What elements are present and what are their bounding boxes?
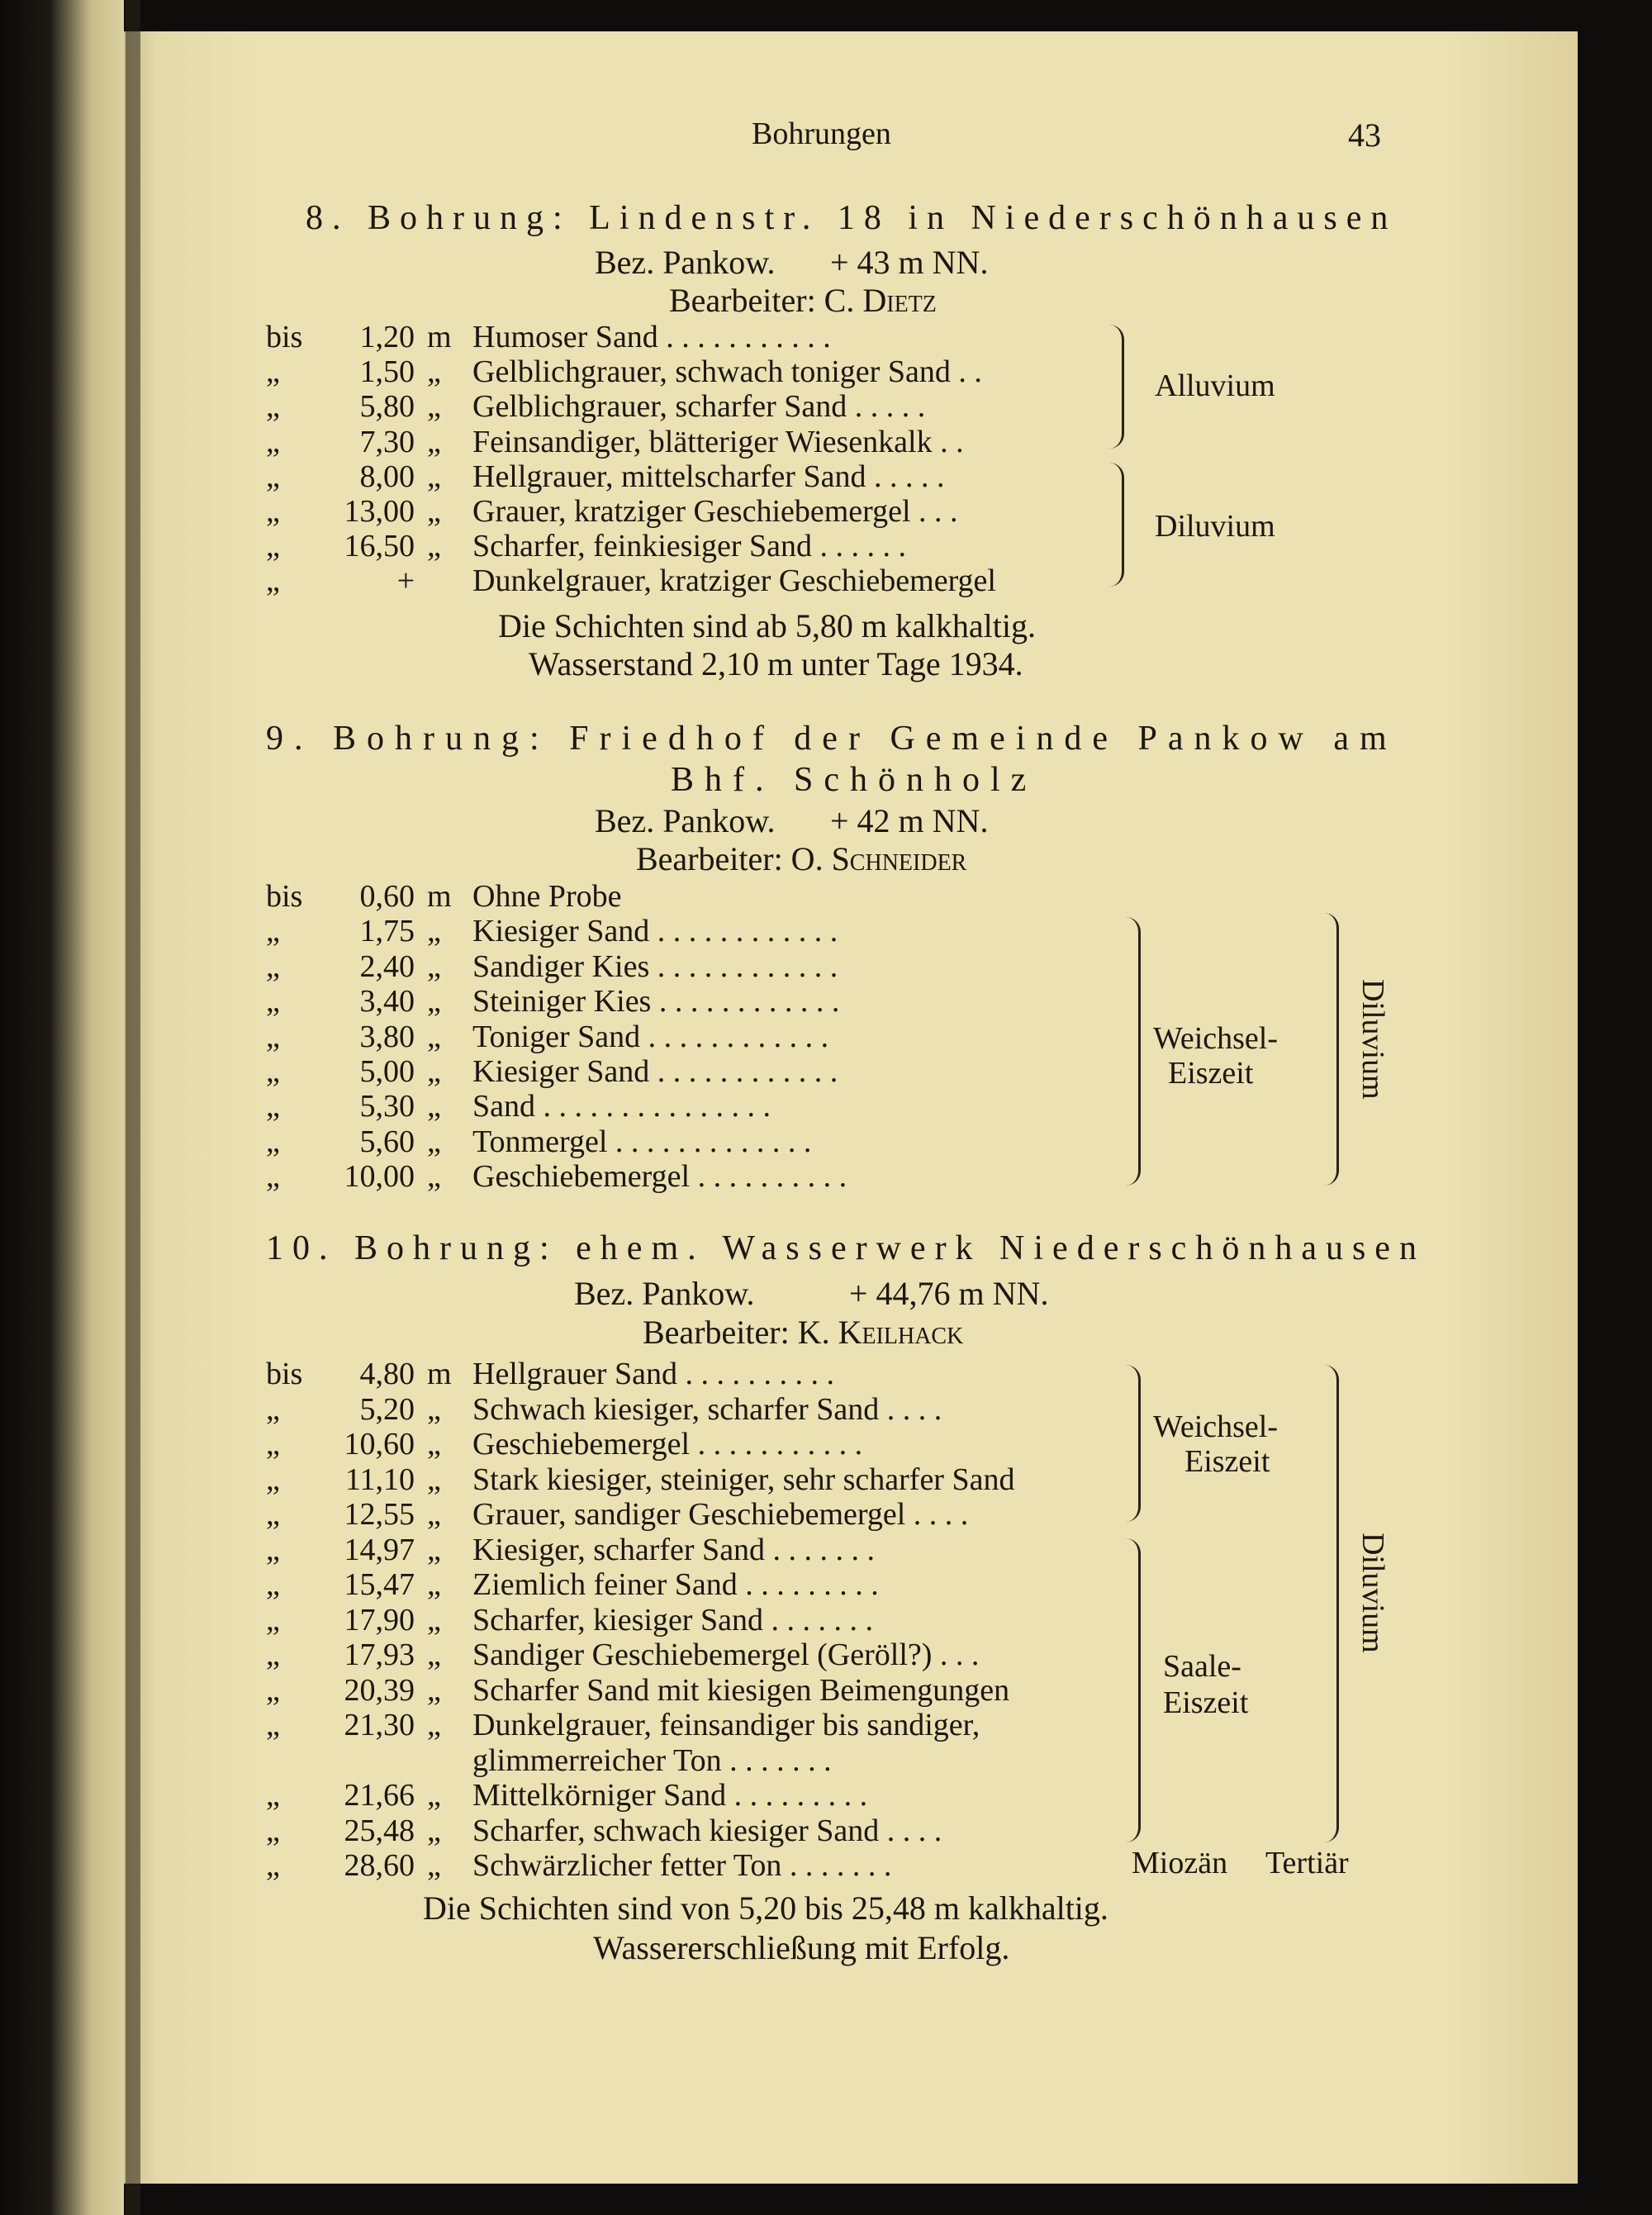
- b10-label-saale-1: Saale-: [1163, 1649, 1241, 1684]
- b9-row-depth: 2,40: [359, 948, 415, 984]
- b9-row-unit: m: [427, 879, 452, 914]
- b10-row-bis: „: [266, 1567, 280, 1602]
- b10-row-desc: Stark kiesiger, steiniger, sehr scharfer Sand: [472, 1462, 1015, 1497]
- b10-row-unit: „: [427, 1427, 441, 1462]
- b10-row-bis: „: [266, 1532, 280, 1567]
- b8-row-depth: 13,00: [344, 494, 415, 529]
- b10-row-desc: Schwärzlicher fetter Ton . . . . . . .: [472, 1848, 892, 1883]
- b8-row-depth: +: [396, 563, 415, 599]
- b10-brace-saale: [1122, 1538, 1141, 1842]
- b10-title: 10. Bohrung: ehem. Wasserwerk Niederschönhausen: [266, 1229, 1426, 1267]
- b9-row: [266, 1158, 1125, 1195]
- b9-brace-diluvium: [1318, 913, 1339, 1186]
- binding-gutter: [126, 0, 140, 2215]
- b8-row-unit: „: [427, 424, 441, 459]
- b8-row-bis: bis: [266, 320, 303, 354]
- b10-row: [266, 1602, 1125, 1638]
- b10-row: [266, 1707, 1125, 1743]
- b10-row-bis: „: [266, 1462, 280, 1497]
- b10-row-depth: 17,90: [344, 1602, 415, 1637]
- b10-worker-name: Keilhack: [838, 1314, 964, 1351]
- b8-row-depth: 5,80: [359, 389, 415, 425]
- page-left-edge: [0, 0, 124, 2215]
- b9-label-weichsel-1: Weichsel-: [1153, 1021, 1278, 1056]
- b10-row-depth: 14,97: [344, 1532, 415, 1567]
- b10-row-depth: 15,47: [344, 1567, 415, 1602]
- b9-row-desc: Kiesiger Sand . . . . . . . . . . . .: [472, 1054, 838, 1089]
- b10-row-bis: „: [266, 1637, 280, 1672]
- b8-row-depth: 16,50: [344, 529, 415, 564]
- b9-label-weichsel-2: Eiszeit: [1168, 1056, 1254, 1091]
- b9-row-unit: „: [427, 1124, 441, 1159]
- b10-row: [266, 1462, 1125, 1498]
- b10-row-depth: 5,20: [359, 1391, 415, 1427]
- b10-row-depth: 10,60: [344, 1427, 415, 1462]
- b10-row-bis: „: [266, 1778, 280, 1813]
- b9-row-depth: 5,60: [359, 1124, 415, 1159]
- b8-elevation: + 43 m NN.: [830, 244, 989, 281]
- b9-worker-name: Schneider: [831, 840, 967, 877]
- b9-row-bis: bis: [266, 879, 303, 914]
- b10-row-bis: „: [266, 1672, 280, 1708]
- b10-row-desc: Scharfer, kiesiger Sand . . . . . . .: [472, 1602, 873, 1637]
- b9-row: [266, 1053, 1125, 1090]
- b10-row-depth: 12,55: [344, 1497, 415, 1532]
- b10-elevation: + 44,76 m NN.: [849, 1275, 1049, 1312]
- b8-row-desc: Grauer, kratziger Geschiebemergel . . .: [472, 494, 958, 529]
- b10-row-desc: Ziemlich feiner Sand . . . . . . . . .: [472, 1567, 879, 1602]
- b10-row-depth: 28,60: [344, 1848, 415, 1883]
- b10-row-bis: „: [266, 1497, 280, 1532]
- b9-row-bis: „: [266, 948, 280, 984]
- b10-row-unit: m: [427, 1357, 452, 1391]
- b8-brace-diluvium: [1105, 463, 1124, 587]
- b9-row-unit: „: [427, 1054, 441, 1089]
- b8-row-unit: „: [427, 529, 441, 564]
- b10-row-unit: „: [427, 1672, 441, 1708]
- b10-row-depth: 25,48: [344, 1813, 415, 1848]
- b10-row-desc: Dunkelgrauer, feinsandiger bis sandiger,: [472, 1708, 980, 1742]
- b9-row-desc: Sandiger Kies . . . . . . . . . . . .: [472, 948, 838, 984]
- b10-label-weichsel-1: Weichsel-: [1153, 1409, 1278, 1444]
- b10-label-weichsel-2: Eiszeit: [1184, 1444, 1270, 1479]
- b10-label-tertiar: Tertiär: [1265, 1846, 1349, 1880]
- b9-row-depth: 5,30: [359, 1089, 415, 1124]
- b8-row-desc: Humoser Sand . . . . . . . . . . .: [472, 320, 831, 354]
- b9-row-depth: 10,00: [344, 1159, 415, 1195]
- b8-row-bis: „: [266, 529, 280, 564]
- b10-row-bis: „: [266, 1602, 280, 1637]
- b10-row-desc: Scharfer Sand mit kiesigen Beimengungen: [472, 1672, 1010, 1708]
- b10-row-desc: Schwach kiesiger, scharfer Sand . . . .: [472, 1391, 942, 1427]
- b10-row-unit: „: [427, 1708, 441, 1742]
- b10-row-bis: bis: [266, 1357, 303, 1391]
- b9-row-desc: Tonmergel . . . . . . . . . . . . .: [472, 1124, 812, 1159]
- b10-row-unit: „: [427, 1602, 441, 1637]
- b9-row-desc: Ohne Probe: [472, 879, 622, 914]
- b8-row-depth: 8,00: [359, 459, 415, 494]
- b10-row-depth: 21,30: [344, 1708, 415, 1742]
- b9-label-diluvium: Diluvium: [1355, 979, 1390, 1100]
- b8-note-kalk: Die Schichten sind ab 5,80 m kalkhaltig.: [498, 607, 1036, 644]
- b9-row: [266, 878, 1125, 915]
- b10-brace-weichsel: [1122, 1365, 1141, 1522]
- b8-row-unit: „: [427, 389, 441, 425]
- b9-row: [266, 948, 1125, 985]
- b8-label-alluvium: Alluvium: [1155, 368, 1275, 403]
- b8-row-desc: Dunkelgrauer, kratziger Geschiebemergel: [472, 563, 996, 599]
- b10-row-desc: Grauer, sandiger Geschiebemergel . . . .: [472, 1497, 969, 1532]
- b9-row-bis: „: [266, 1159, 280, 1195]
- b8-row-depth: 1,20: [359, 320, 415, 354]
- b8-row: [266, 459, 1125, 495]
- b8-row-desc: Gelblichgrauer, scharfer Sand . . . . .: [472, 389, 926, 425]
- b10-worker: [643, 1313, 963, 1352]
- b10-row-desc: Sandiger Geschiebemergel (Geröll?) . . .: [472, 1637, 980, 1672]
- b10-worker-label: Bearbeiter: K.: [643, 1314, 830, 1351]
- b10-row-desc: Scharfer, schwach kiesiger Sand . . . .: [472, 1813, 942, 1848]
- b8-worker-label: Bearbeiter: C.: [669, 282, 855, 319]
- b9-row-bis: „: [266, 914, 280, 949]
- b10-label-diluvium: Diluvium: [1355, 1533, 1390, 1653]
- b10-row-unit: „: [427, 1778, 441, 1813]
- b10-row: [266, 1426, 1125, 1462]
- b9-row: [266, 983, 1125, 1020]
- b9-row-unit: „: [427, 948, 441, 984]
- b10-row-depth: 20,39: [344, 1672, 415, 1708]
- b9-row: [266, 1088, 1125, 1124]
- b9-row-unit: „: [427, 1019, 441, 1054]
- b8-row-desc: Gelblichgrauer, schwach toniger Sand . .: [472, 354, 982, 390]
- b9-row-desc: Sand . . . . . . . . . . . . . . .: [472, 1089, 771, 1124]
- b8-row-unit: m: [427, 320, 452, 354]
- b9-title-line1: 9. Bohrung: Friedhof der Gemeinde Pankow am: [266, 720, 1398, 758]
- b10-row: [266, 1672, 1125, 1709]
- b9-worker-label: Bearbeiter: O.: [636, 840, 824, 877]
- b10-row-unit: „: [427, 1813, 441, 1848]
- b10-row: [266, 1391, 1125, 1428]
- b8-worker: [669, 281, 937, 320]
- b8-row: [266, 388, 1125, 425]
- b9-row-depth: 3,80: [359, 1019, 415, 1054]
- b10-row-desc: Kiesiger, scharfer Sand . . . . . . .: [472, 1532, 876, 1567]
- b10-row-desc: Hellgrauer Sand . . . . . . . . . .: [472, 1357, 834, 1391]
- b9-row-desc: Geschiebemergel . . . . . . . . . .: [472, 1159, 847, 1195]
- b10-row-depth: 11,10: [344, 1462, 415, 1497]
- b10-row-depth: 4,80: [359, 1357, 415, 1391]
- b10-note-wasser: Wassererschließung mit Erfolg.: [593, 1929, 1010, 1966]
- b10-row-unit: „: [427, 1462, 441, 1497]
- b9-row: [266, 1019, 1125, 1055]
- b9-row-depth: 1,75: [359, 914, 415, 949]
- b9-row-bis: „: [266, 1124, 280, 1159]
- b9-row-desc: Kiesiger Sand . . . . . . . . . . . .: [472, 914, 838, 949]
- b8-row: [266, 493, 1125, 530]
- b10-row-desc: Geschiebemergel . . . . . . . . . . .: [472, 1427, 863, 1462]
- b8-row-depth: 1,50: [359, 354, 415, 390]
- b10-row-unit: „: [427, 1532, 441, 1567]
- b9-location: Bez. Pankow.: [595, 802, 776, 839]
- b8-note-wasserstand: Wasserstand 2,10 m unter Tage 1934.: [529, 645, 1023, 682]
- b8-title: 8. Bohrung: Lindenstr. 18 in Niederschönhausen: [306, 199, 1398, 237]
- b9-row-bis: „: [266, 1054, 280, 1089]
- b8-worker-name: Dietz: [862, 282, 937, 319]
- b10-row-bis: „: [266, 1813, 280, 1848]
- b10-row-unit: „: [427, 1637, 441, 1672]
- b10-label-saale-2: Eiszeit: [1163, 1685, 1249, 1720]
- b9-row-bis: „: [266, 1019, 280, 1054]
- b10-row: [266, 1496, 1125, 1533]
- b10-row-bis: „: [266, 1708, 280, 1742]
- b10-row-desc: Mittelkörniger Sand . . . . . . . . .: [472, 1778, 868, 1813]
- b10-note-kalk: Die Schichten sind von 5,20 bis 25,48 m kalkhaltig.: [423, 1889, 1108, 1927]
- b8-row-unit: „: [427, 354, 441, 390]
- b9-title-line2: Bhf. Schönholz: [671, 761, 1037, 799]
- b9-row-unit: „: [427, 984, 441, 1020]
- b10-row: [266, 1356, 1125, 1392]
- b8-row-desc: Hellgrauer, mittelscharfer Sand . . . . .: [472, 459, 945, 494]
- b10-row: [266, 1813, 1125, 1849]
- b8-row-unit: „: [427, 459, 441, 494]
- b9-row-depth: 3,40: [359, 984, 415, 1020]
- b10-row: [266, 1847, 1125, 1884]
- b10-row: [266, 1532, 1125, 1568]
- b8-brace-alluvium: [1105, 325, 1124, 449]
- b8-row-unit: „: [427, 494, 441, 529]
- b10-row: [266, 1637, 1125, 1673]
- b9-row-bis: „: [266, 984, 280, 1020]
- b10-row-unit: „: [427, 1567, 441, 1602]
- b9-row-bis: „: [266, 1089, 280, 1124]
- b8-row-bis: „: [266, 424, 280, 459]
- b8-row: [266, 528, 1125, 564]
- b8-row-bis: „: [266, 563, 280, 599]
- page-number: 43: [1348, 116, 1381, 154]
- b8-row-desc: Feinsandiger, blätteriger Wiesenkalk . .: [472, 424, 964, 459]
- b10-row-unit: „: [427, 1391, 441, 1427]
- b10-row: [266, 1777, 1125, 1813]
- b8-label-diluvium: Diluvium: [1155, 509, 1275, 544]
- b9-elevation: + 42 m NN.: [830, 802, 989, 839]
- b10-location: Bez. Pankow.: [574, 1275, 755, 1312]
- b8-row-bis: „: [266, 494, 280, 529]
- b10-row-bis: „: [266, 1848, 280, 1883]
- b9-row: [266, 913, 1125, 949]
- b10-label-miozan: Miozän: [1132, 1846, 1228, 1880]
- b9-brace-weichsel: [1122, 917, 1141, 1186]
- b10-brace-diluvium: [1318, 1365, 1339, 1842]
- b10-row-unit: „: [427, 1497, 441, 1532]
- b10-row-bis: „: [266, 1427, 280, 1462]
- b8-location: Bez. Pankow.: [595, 244, 776, 281]
- b9-row-depth: 0,60: [359, 879, 415, 914]
- b8-row-bis: „: [266, 354, 280, 390]
- b9-row-unit: „: [427, 1159, 441, 1195]
- b10-row-unit: „: [427, 1848, 441, 1883]
- b9-row-unit: „: [427, 914, 441, 949]
- b8-row: [266, 424, 1125, 460]
- b8-row-bis: „: [266, 389, 280, 425]
- b10-row-depth: 21,66: [344, 1778, 415, 1813]
- b8-row: [266, 354, 1125, 390]
- b10-row-depth: 17,93: [344, 1637, 415, 1672]
- b9-row: [266, 1124, 1125, 1160]
- b9-worker: [636, 839, 966, 878]
- running-title: Bohrungen: [752, 116, 891, 151]
- b9-row-desc: Toniger Sand . . . . . . . . . . . .: [472, 1019, 829, 1054]
- b8-row-desc: Scharfer, feinkiesiger Sand . . . . . .: [472, 529, 907, 564]
- b8-row: [266, 319, 1125, 355]
- b8-row-bis: „: [266, 459, 280, 494]
- b10-row-desc: glimmerreicher Ton . . . . . . .: [472, 1742, 832, 1778]
- b9-row-desc: Steiniger Kies . . . . . . . . . . . .: [472, 984, 840, 1020]
- b8-row: [266, 563, 1125, 599]
- b10-row: [266, 1566, 1125, 1603]
- b8-row-depth: 7,30: [359, 424, 415, 459]
- b10-row: [266, 1742, 1125, 1779]
- b9-row-unit: „: [427, 1089, 441, 1124]
- b9-row-depth: 5,00: [359, 1054, 415, 1089]
- b10-row-bis: „: [266, 1391, 280, 1427]
